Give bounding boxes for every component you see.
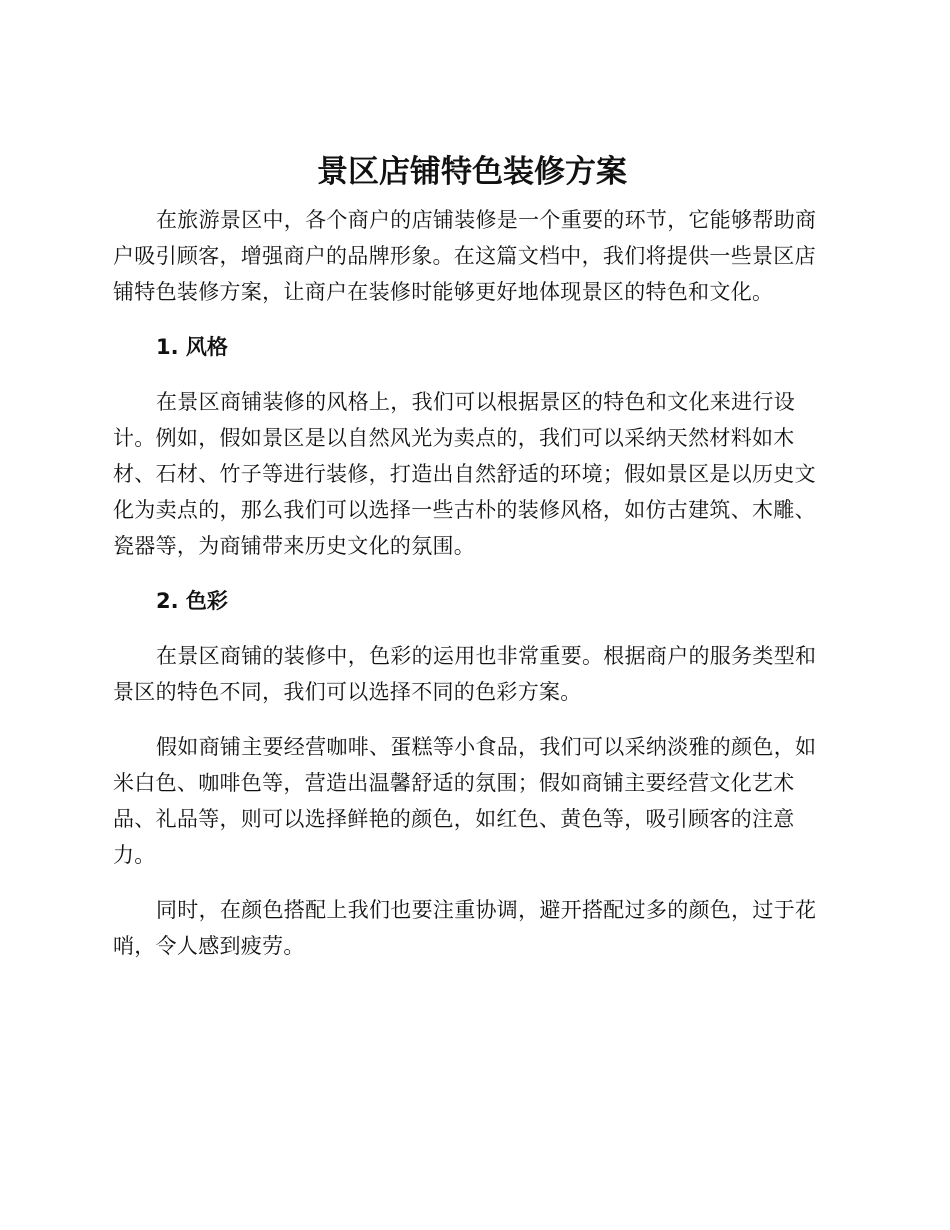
section-heading-style: 1. 风格	[156, 335, 228, 359]
section-heading-color: 2. 色彩	[156, 589, 228, 613]
section-style	[113, 329, 831, 564]
intro-paragraph: 在旅游景区中，各个商户的店铺装修是一个重要的环节，它能够帮助商户吸引顾客，增强商户的品牌形象。在这篇文档中，我们将提供一些景区店铺特色装修方案，让商户在装修时能够更好地体现景区的特色和文化。	[113, 208, 817, 304]
style-paragraph: 在景区商铺装修的风格上，我们可以根据景区的特色和文化来进行设计。例如，假如景区是以自然风光为卖点的，我们可以采纳天然材料如木材、石材、竹子等进行装修，打造出自然舒适的环境；假如景区是以历史文化为卖点的，那么我们可以选择一些古朴的装修风格，如仿古建筑、木雕、瓷器等，为商铺带来历史文化的氛围。	[113, 390, 816, 558]
document-page	[113, 150, 831, 983]
color-paragraph-1: 在景区商铺的装修中，色彩的运用也非常重要。根据商户的服务类型和景区的特色不同，我们可以选择不同的色彩方案。	[113, 644, 817, 704]
document-title: 景区店铺特色装修方案	[317, 154, 627, 190]
color-paragraph-3: 同时，在颜色搭配上我们也要注重协调，避开搭配过多的颜色，过于花哨，令人感到疲劳。	[113, 898, 817, 958]
color-paragraph-2: 假如商铺主要经营咖啡、蛋糕等小食品，我们可以采纳淡雅的颜色，如米白色、咖啡色等，营造出温馨舒适的氛围；假如商铺主要经营文化艺术品、礼品等，则可以选择鲜艳的颜色，如红色、黄色等，吸引顾客的注意力。	[113, 735, 817, 867]
section-color	[113, 583, 831, 964]
